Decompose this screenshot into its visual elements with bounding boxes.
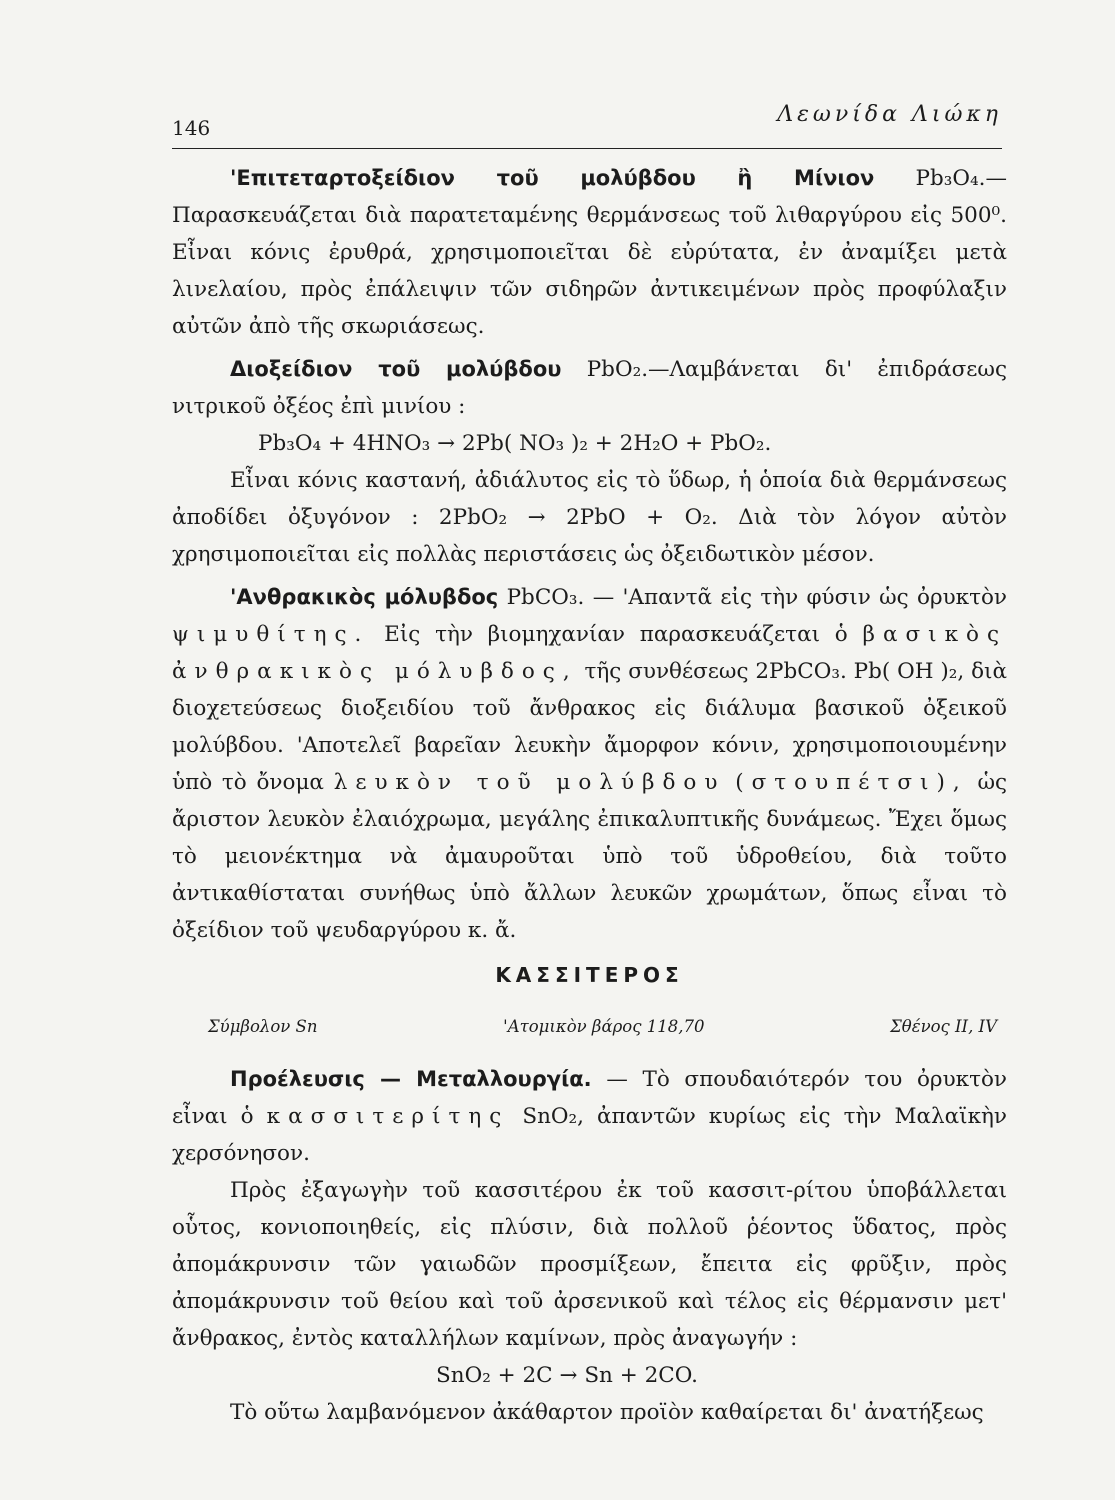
text-origin-2: SnO₂, ἀπαντῶν κυρίως εἰς τὴν Μαλαϊκὴν χερσόνησον. — [172, 1104, 1008, 1166]
tin-valence: Σθένος II, IV — [890, 1017, 997, 1036]
section-title-tin: ΚΑΣΣΙΤΕΡΟΣ — [495, 963, 684, 987]
paragraph-minium — [172, 160, 1007, 345]
paragraph-dioxide — [172, 351, 1007, 425]
tin-properties — [172, 1008, 1007, 1045]
running-head: Λεωνίδα Λιώκη — [777, 102, 1002, 127]
text-minium: — Παρασκευάζεται διὰ παρατεταμένης θερμάνσεως τοῦ λιθαργύρου εἰς 500⁰. Εἶναι κόνις ἐρυθρά, χρησιμοποιεῖται δὲ εὐρύτατα, ἐν ἀναμίξει μετὰ λινελαίου, πρὸς ἐπάλειψιν τῶν σιδηρῶν ἀντικειμένων πρὸς προφύλαξιν αὐτῶν ἀπὸ τῆς σκωριάσεως. — [172, 166, 1007, 339]
text-dioxide-1: —Λαμβάνεται δι' ἐπιδράσεως νιτρικοῦ ὀξέος ἐπὶ μινίου : — [172, 357, 1007, 419]
spaced-term-cassiterite: κασσιτερίτης — [266, 1104, 510, 1129]
formula-dioxide: PbO₂. — [586, 357, 649, 382]
text-carbonate-3: τῆς συνθέσεως 2PbCO₃. Pb( OH )₂, διὰ διοχετεύσεως διοξειδίου τοῦ ἄνθρακος εἰς διάλυμα βασικοῦ ὀξεικοῦ μολύβδου. 'Αποτελεῖ βαρεῖαν λευκὴν ἄμορφον κόνιν, χρησιμοποιουμένην ὑπὸ τὸ ὄνομα — [172, 659, 1007, 795]
page-header — [172, 102, 1002, 142]
spaced-term-basic-carbonate: βασικὸς ἀνθρακικὸς μόλυβδος, — [172, 622, 1008, 684]
paragraph-origin — [172, 1061, 1007, 1172]
text-carbonate-1: — 'Απαντᾶ εἰς τὴν φύσιν ὡς ὀρυκτὸν — [592, 585, 1008, 610]
text-origin-1: — Τὸ σπουδαιότερόν του ὀρυκτὸν εἶναι ὁ — [172, 1067, 1007, 1129]
heading-minium: 'Επιτεταρτοξείδιον τοῦ μολύβδου ἢ Μίνιον — [230, 166, 875, 190]
text-carbonate-4: ὡς ἄριστον λευκὸν ἐλαιόχρωμα, μεγάλης ἐπικαλυπτικῆς δυνάμεως. Ἔχει ὅμως τὸ μειονέκτημα νὰ ἀμαυροῦται ὑπὸ τοῦ ὑδροθείου, διὰ τοῦτο ἀντικαθίσταται συνήθως ὑπὸ ἄλλων λευκῶν χρωμάτων, ὅπως εἶναι τὸ ὀξείδιον τοῦ ψευδαργύρου κ. ἄ. — [172, 770, 1008, 943]
paragraph-extraction: Πρὸς ἐξαγωγὴν τοῦ κασσιτέρου ἐκ τοῦ κασσιτ-ρίτου ὑποβάλλεται οὗτος, κονιοποιηθείς, εἰς πλύσιν, διὰ πολλοῦ ῥέοντος ὕδατος, πρὸς ἀπομάκρυνσιν τῶν γαιωδῶν προσμίξεων, ἔπειτα εἰς φρῦξιν, πρὸς ἀπομάκρυνσιν τοῦ θείου καὶ τοῦ ἀρσενικοῦ καὶ τέλος εἰς θέρμανσιν μετ' ἄνθρακος, ἐντὸς καταλλήλων καμίνων, πρὸς ἀναγωγήν : — [172, 1178, 1007, 1351]
equation-tin: SnO₂ + 2C → Sn + 2CO. — [436, 1363, 698, 1388]
page-body — [172, 160, 1007, 1431]
heading-origin: Προέλευσις — Μεταλλουργία. — [230, 1067, 592, 1091]
text-carbonate-2: Εἰς τὴν βιομηχανίαν παρασκευάζεται ὁ — [384, 622, 848, 647]
formula-carbonate: PbCO₃. — [506, 585, 585, 610]
tin-atomic-weight: 'Ατομικὸν βάρος 118,70 — [503, 1017, 705, 1036]
heading-carbonate: 'Ανθρακικὸς μόλυβδος — [230, 585, 499, 609]
spaced-term-lead-white: λευκὸν τοῦ μολύβδου — [333, 770, 726, 795]
paragraph-refining: Τὸ οὕτω λαμβανόμενον ἀκάθαρτον προϊὸν καθαίρεται δι' ἀνατήξεως — [230, 1400, 984, 1425]
paragraph-carbonate — [172, 579, 1007, 949]
text-dioxide-2: Εἶναι κόνις καστανή, ἀδιάλυτος εἰς τὸ ὕδωρ, ἡ ὁποία διὰ θερμάνσεως ἀποδίδει ὀξυγόνον : 2PbO₂ → 2PbO + O₂. Διὰ τὸν λόγον αὐτὸν χρησιμοποιεῖται εἰς πολλὰς περιστάσεις ὡς ὀξειδωτικὸν μέσον. — [172, 468, 1007, 567]
tin-symbol: Σύμβολον Sn — [208, 1017, 318, 1036]
heading-dioxide: Διοξείδιον τοῦ μολύβδου — [230, 357, 562, 381]
page-number: 146 — [172, 116, 211, 140]
spaced-term-stoupetsi: (στουπέτσι), — [735, 770, 968, 795]
equation-dioxide: Pb₃O₄ + 4HNO₃ → 2Pb( NO₃ )₂ + 2H₂O + PbO₂. — [258, 431, 772, 456]
spaced-term-psimythite: ψιμυθίτης. — [172, 622, 370, 647]
header-rule — [172, 148, 1002, 149]
formula-minium: Pb₃O₄. — [915, 166, 986, 191]
